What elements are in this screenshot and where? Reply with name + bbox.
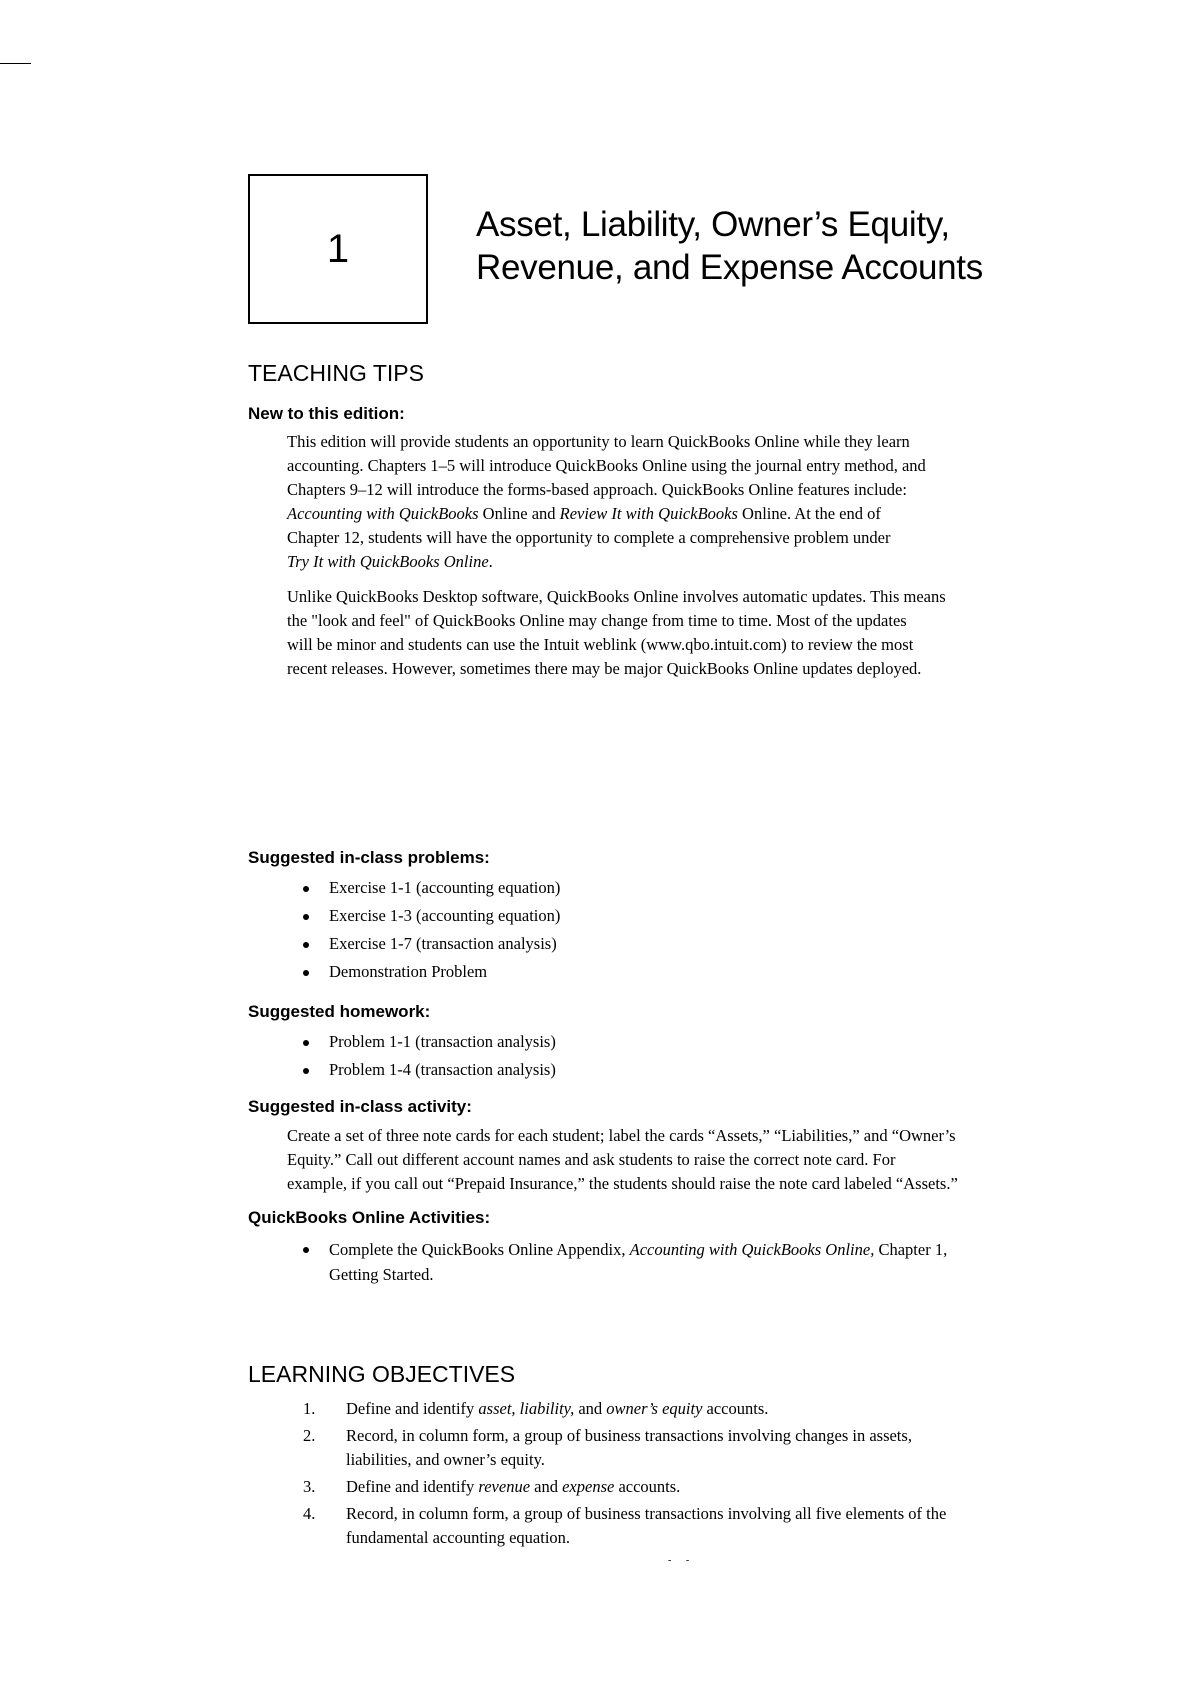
text-line: fundamental accounting equation. (346, 1528, 571, 1547)
list-item-text: Problem 1-4 (transaction analysis) (329, 1060, 556, 1079)
italic-title: Accounting with QuickBooks Online, (629, 1240, 875, 1259)
chapter-title-line-1: Asset, Liability, Owner’s Equity, (476, 205, 950, 244)
list-item (300, 876, 560, 904)
new-edition-paragraph-1 (287, 430, 1077, 574)
list-item-text: Demonstration Problem (329, 962, 488, 981)
text: Complete the QuickBooks Online Appendix, (329, 1240, 630, 1259)
bullet-icon (303, 1068, 309, 1074)
objective-item (303, 1475, 946, 1499)
text: accounts. (702, 1399, 769, 1418)
list-item-text: Exercise 1-3 (accounting equation) (329, 906, 561, 925)
italic-term: asset, liability, (478, 1399, 575, 1418)
crop-mark (0, 63, 31, 64)
objective-item (303, 1502, 946, 1550)
new-edition-heading: New to this edition: (248, 404, 405, 423)
text-line: Unlike QuickBooks Desktop software, QuickBooks Online involves automatic updates. This means (287, 587, 946, 606)
qbo-activities-heading: QuickBooks Online Activities: (248, 1208, 491, 1227)
text-line: Chapters 9–12 will introduce the forms-based approach. QuickBooks Online features include: (287, 480, 907, 499)
in-class-problems-list (300, 876, 560, 988)
list-item-text: Problem 1-1 (transaction analysis) (329, 1032, 556, 1051)
text-line: the "look and feel" of QuickBooks Online may change from time to time. Most of the updates (287, 611, 907, 630)
objective-number: 1. (303, 1399, 316, 1418)
list-item (300, 1030, 556, 1058)
text: Chapter 1, (874, 1240, 948, 1259)
learning-objectives-heading: LEARNING OBJECTIVES (248, 1361, 516, 1387)
objective-number: 2. (303, 1426, 316, 1445)
text: Define and identify (346, 1477, 479, 1496)
objective-number: 3. (303, 1477, 316, 1496)
objective-number: 4. (303, 1504, 316, 1523)
new-edition-paragraph-2 (287, 585, 1077, 681)
text: and (530, 1477, 563, 1496)
bullet-icon (303, 886, 309, 892)
bullet-icon (303, 914, 309, 920)
in-class-activity-paragraph (287, 1124, 1077, 1196)
chapter-title-line-2: Revenue, and Expense Accounts (476, 248, 983, 287)
qbo-activities-list (300, 1237, 947, 1287)
teaching-tips-heading: TEACHING TIPS (248, 360, 424, 386)
bullet-icon (303, 942, 309, 948)
italic-title: Try It with QuickBooks Online (287, 552, 489, 571)
italic-title: Review It with QuickBooks (559, 504, 738, 523)
text: Online and (478, 504, 560, 523)
text-line (287, 502, 1077, 526)
text: . (488, 552, 493, 571)
text: Define and identify (346, 1399, 479, 1418)
list-item-text: Exercise 1-1 (accounting equation) (329, 878, 561, 897)
list-item (300, 960, 560, 988)
bullet-icon (303, 970, 309, 976)
text-line: This edition will provide students an opportunity to learn QuickBooks Online while they learn (287, 432, 910, 451)
list-item-line: Getting Started. (329, 1265, 434, 1284)
text-line: Create a set of three note cards for each student; label the cards “Assets,” “Liabilities,” and “Owner’s (287, 1126, 956, 1145)
text-line: Record, in column form, a group of business transactions involving changes in assets, (346, 1426, 912, 1445)
text-line: liabilities, and owner’s equity. (346, 1450, 545, 1469)
list-item (300, 904, 560, 932)
italic-title: Accounting with QuickBooks (287, 504, 479, 523)
homework-heading: Suggested homework: (248, 1002, 431, 1021)
learning-objectives-list (303, 1397, 946, 1553)
text-line: Record, in column form, a group of business transactions involving all five elements of the (346, 1504, 947, 1523)
list-item-text: Exercise 1-7 (transaction analysis) (329, 934, 557, 953)
text: Online. At the end of (737, 504, 881, 523)
text-line: accounting. Chapters 1–5 will introduce QuickBooks Online using the journal entry method, and (287, 456, 926, 475)
text: accounts. (614, 1477, 681, 1496)
in-class-activity-heading: Suggested in-class activity: (248, 1097, 472, 1116)
homework-list (300, 1030, 556, 1086)
italic-term: owner’s equity (606, 1399, 703, 1418)
objective-item (303, 1397, 946, 1421)
chapter-number-box (248, 174, 428, 324)
text-line: Equity.” Call out different account names and ask students to raise the correct note card. For (287, 1150, 896, 1169)
list-item-line (329, 1237, 947, 1262)
text-line: Chapter 12, students will have the opportunity to complete a comprehensive problem under (287, 528, 891, 547)
list-item (300, 932, 560, 960)
text-line: recent releases. However, sometimes there may be major QuickBooks Online updates deployed. (287, 659, 922, 678)
page-number-mark: - - (668, 1555, 696, 1566)
italic-term: expense (562, 1477, 615, 1496)
text-line: will be minor and students can use the Intuit weblink (www.qbo.intuit.com) to review the most (287, 635, 914, 654)
objective-item (303, 1424, 946, 1472)
chapter-number: 1 (326, 226, 350, 271)
chapter-title (476, 203, 983, 289)
list-item (300, 1237, 947, 1287)
bullet-icon (303, 1040, 309, 1046)
italic-term: revenue (478, 1477, 531, 1496)
text-line (287, 550, 1077, 574)
list-item (300, 1058, 556, 1086)
text-line: example, if you call out “Prepaid Insurance,” the students should raise the note card labeled “Assets.” (287, 1174, 958, 1193)
in-class-problems-heading: Suggested in-class problems: (248, 848, 490, 867)
text: and (574, 1399, 607, 1418)
bullet-icon (303, 1247, 309, 1253)
